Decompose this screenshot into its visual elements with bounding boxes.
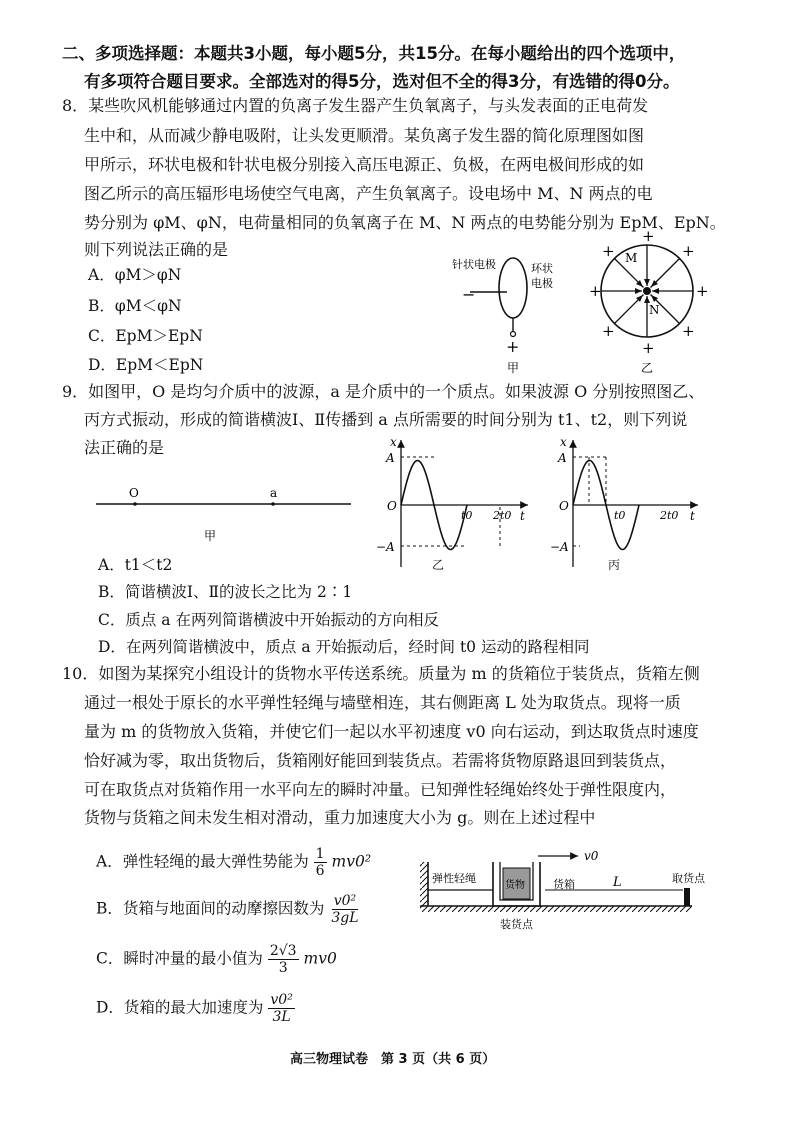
terminal xyxy=(511,332,516,337)
q8-line-6: 则下列说法正确的是 xyxy=(84,240,229,259)
fraction-numerator: 1 xyxy=(315,846,325,862)
label-A: A xyxy=(558,451,567,465)
fraction-denominator: 6 xyxy=(315,863,325,879)
axis-x-label: x xyxy=(560,435,567,449)
source-dot xyxy=(133,502,137,506)
q9-line-1: 9．如图甲，O 是均匀介质中的波源，a 是介质中的一个质点。如果波源 O 分别按照图乙、 xyxy=(62,382,705,401)
label-pickup: 取货点 xyxy=(672,872,705,885)
pickup-marker xyxy=(684,888,690,906)
svg-text:+: + xyxy=(589,282,602,300)
particle-dot xyxy=(271,502,275,506)
fraction-denominator: 3 xyxy=(278,960,288,976)
option-c-tail: mv0 xyxy=(303,949,337,968)
q8-line-2: 生中和，从而减少静电吸附，让头发更顺滑。某负离子发生器的简化原理图如图 xyxy=(84,126,645,145)
tick-2t0: 2t0 xyxy=(660,509,679,522)
point-N: N xyxy=(649,303,660,317)
option-b-text: B．货箱与地面间的动摩擦因数为 xyxy=(96,899,325,918)
option-a-fraction xyxy=(314,846,327,879)
q10-line-3: 量为 m 的货物放入货箱，并使它们一起以水平初速度 v0 向右运动，到达取货点时速度 xyxy=(84,722,699,741)
q9-figure-jia xyxy=(96,480,356,546)
q10-option-b xyxy=(96,893,361,926)
axis-x-label: x xyxy=(390,435,397,449)
needle-label: 针状电极 xyxy=(452,258,496,271)
q10-line-2: 通过一根处于原长的水平弹性轻绳与墙壁相连，其右侧距离 L 处为取货点。现将一质 xyxy=(84,693,681,712)
tick-t0: t0 xyxy=(461,509,473,522)
q10-option-a xyxy=(96,846,371,879)
q9-option-a: A．t1＜t2 xyxy=(98,556,173,574)
q9-graph-bing xyxy=(548,432,718,574)
option-d-text: D．货箱的最大加速度为 xyxy=(96,998,264,1017)
wall-hatch xyxy=(420,862,428,906)
q9-option-c: C．质点 a 在两列简谐横波中开始振动的方向相反 xyxy=(98,611,439,629)
label-A: A xyxy=(386,451,395,465)
q10-line-6: 货物与货箱之间未发生相对滑动，重力加速度大小为 g。则在上述过程中 xyxy=(84,808,596,827)
svg-text:+: + xyxy=(642,339,655,357)
svg-text:+: + xyxy=(602,322,615,340)
q8-figure-yi xyxy=(585,228,715,378)
q10-option-d xyxy=(96,992,295,1025)
q8-option-b: B．φM＜φN xyxy=(88,297,182,315)
ring-label-1: 环状 xyxy=(531,262,553,275)
q8-figure-jia xyxy=(440,240,570,380)
plus-sign: + xyxy=(506,337,520,356)
ring-label-2: 电极 xyxy=(531,277,553,290)
q8-line-4: 图乙所示的高压辐形电场使空气电离，产生负氧离子。设电场中 M、N 两点的电 xyxy=(84,184,653,203)
q8-option-a: A．φM＞φN xyxy=(88,266,182,284)
fraction-numerator: v0² xyxy=(333,893,357,909)
axis-t-label: t xyxy=(520,509,525,523)
tick-2t0: 2t0 xyxy=(493,509,512,522)
svg-text:+: + xyxy=(696,282,709,300)
fraction-denominator: 3gL xyxy=(331,910,359,926)
section-header-line-1: 二、多项选择题：本题共3小题，每小题5分，共15分。在每小题给出的四个选项中， xyxy=(62,44,686,63)
svg-text:+: + xyxy=(642,227,655,245)
ground-hatch xyxy=(420,906,692,912)
q10-figure xyxy=(410,840,705,935)
fraction-numerator: 2√3 xyxy=(269,943,297,959)
minus-sign: − xyxy=(462,285,476,304)
q10-line-4: 恰好减为零，取出货物后，货箱刚好能回到装货点。若需将货物原路退回到装货点， xyxy=(84,751,677,770)
label-rope: 弹性轻绳 xyxy=(432,872,476,885)
fraction-denominator: 3L xyxy=(272,1009,291,1025)
option-d-fraction xyxy=(268,992,294,1025)
section-header-line-2: 有多项符合题目要求。全部选对的得5分，选对但不全的得3分，有选错的得0分。 xyxy=(84,72,680,91)
option-a-tail: mv0² xyxy=(331,852,372,871)
q8-line-1: 8．某些吹风机能够通过内置的负离子发生器产生负氧离子，与头发表面的正电荷发 xyxy=(62,96,649,115)
tick-t0: t0 xyxy=(614,509,626,522)
caption-yi: 乙 xyxy=(641,361,654,375)
q9-option-b: B．简谐横波Ⅰ、Ⅱ的波长之比为 2∶1 xyxy=(98,583,353,601)
q8-line-5: 势分别为 φM、φN，电荷量相同的负氧离子在 M、N 两点的电势能分别为 EpM、EpN。 xyxy=(84,213,726,232)
q9-option-d: D．在两列简谐横波中，质点 a 开始振动后，经时间 t0 运动的路程相同 xyxy=(98,638,590,656)
q8-option-d: D．EpM＜EpN xyxy=(88,356,204,374)
svg-text:+: + xyxy=(602,242,615,260)
caption-bing: 丙 xyxy=(608,558,621,572)
page-footer: 高三物理试卷 第 3 页（共 6 页） xyxy=(290,1052,496,1067)
option-b-fraction xyxy=(329,893,360,926)
label-O: O xyxy=(129,486,139,500)
q9-line-2: 丙方式振动，形成的简谐横波Ⅰ、Ⅱ传播到 a 点所需要的时间分别为 t1、t2，则下列说 xyxy=(84,410,688,429)
label-O: O xyxy=(387,499,397,513)
q8-option-c: C．EpM＞EpN xyxy=(88,327,203,345)
caption-yi: 乙 xyxy=(432,558,445,572)
label-load: 装货点 xyxy=(500,918,533,931)
label-negA: −A xyxy=(550,540,569,554)
ring-electrode xyxy=(499,258,527,318)
svg-text:+: + xyxy=(682,322,695,340)
q9-graph-yi xyxy=(368,432,538,574)
label-v0: v0 xyxy=(584,849,599,863)
q10-line-1: 10．如图为某探究小组设计的货物水平传送系统。质量为 m 的货箱位于装货点，货箱左侧 xyxy=(62,664,700,683)
fraction-numerator: v0² xyxy=(270,992,293,1008)
q8-line-3: 甲所示，环状电极和针状电极分别接入高压电源正、负极，在两电极间形成的如 xyxy=(84,155,645,174)
q10-line-5: 可在取货点对货箱作用一水平向左的瞬时冲量。已知弹性轻绳始终处于弹性限度内， xyxy=(84,780,677,799)
label-a: a xyxy=(270,486,278,500)
option-a-text: A．弹性轻绳的最大弹性势能为 xyxy=(96,852,309,871)
label-L: L xyxy=(613,875,622,890)
option-c-text: C．瞬时冲量的最小值为 xyxy=(96,949,263,968)
svg-text:+: + xyxy=(682,242,695,260)
axis-t-label: t xyxy=(690,509,695,523)
point-M: M xyxy=(625,251,638,265)
label-negA: −A xyxy=(376,540,395,554)
center-electrode xyxy=(643,287,651,295)
caption-jia: 甲 xyxy=(507,361,520,375)
label-O: O xyxy=(559,499,569,513)
q10-option-c xyxy=(96,943,337,976)
label-cargo: 货物 xyxy=(505,880,525,891)
caption-jia: 甲 xyxy=(204,529,217,543)
q9-line-3: 法正确的是 xyxy=(84,438,165,457)
label-box: 货箱 xyxy=(553,878,575,891)
option-c-fraction xyxy=(268,943,299,976)
